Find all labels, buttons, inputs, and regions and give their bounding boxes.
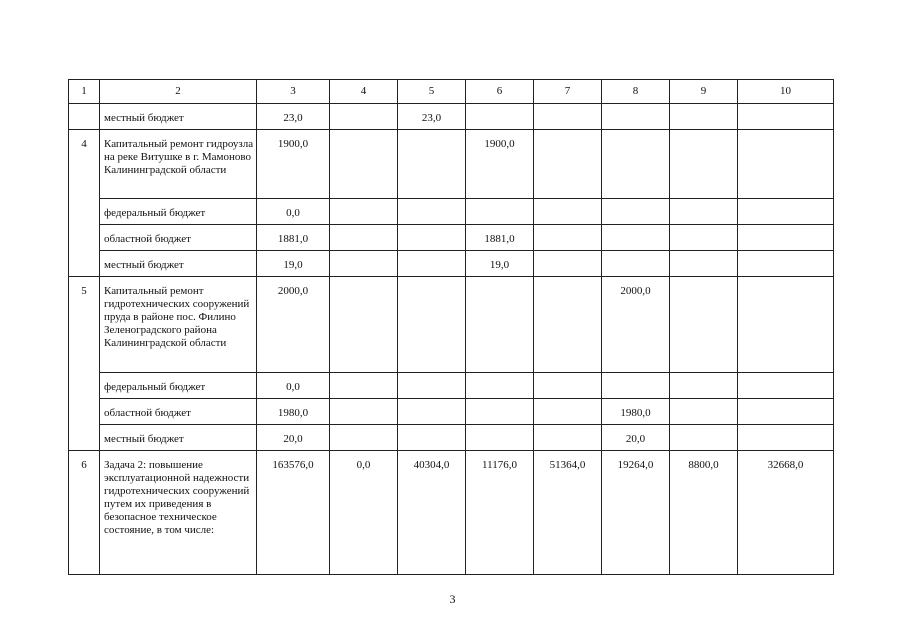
value-cell (602, 199, 670, 225)
row-number-cell: 4 (69, 130, 100, 277)
value-cell (330, 225, 398, 251)
row-text-cell: областной бюджет (100, 225, 257, 251)
header-row (69, 80, 834, 104)
header-cell: 4 (330, 80, 398, 104)
table-row (69, 251, 834, 277)
row-text-cell: местный бюджет (100, 251, 257, 277)
value-cell (330, 425, 398, 451)
value-cell: 51364,0 (534, 451, 602, 575)
value-cell: 32668,0 (738, 451, 834, 575)
value-cell (534, 225, 602, 251)
value-cell (534, 277, 602, 373)
value-cell: 2000,0 (602, 277, 670, 373)
value-cell (670, 251, 738, 277)
value-cell (330, 277, 398, 373)
value-cell (466, 399, 534, 425)
value-cell (738, 130, 834, 199)
value-cell (534, 399, 602, 425)
value-cell: 1881,0 (466, 225, 534, 251)
value-cell: 20,0 (257, 425, 330, 451)
row-number-cell: 6 (69, 451, 100, 575)
value-cell (670, 373, 738, 399)
value-cell: 19,0 (257, 251, 330, 277)
value-cell (398, 130, 466, 199)
value-cell (330, 399, 398, 425)
value-cell (602, 251, 670, 277)
value-cell (670, 130, 738, 199)
value-cell: 23,0 (257, 104, 330, 130)
value-cell: 1881,0 (257, 225, 330, 251)
table-row (69, 451, 834, 575)
row-number-cell (69, 104, 100, 130)
value-cell (330, 199, 398, 225)
value-cell (534, 199, 602, 225)
value-cell: 0,0 (257, 199, 330, 225)
row-number-cell: 5 (69, 277, 100, 451)
budget-table (68, 79, 834, 575)
value-cell (466, 104, 534, 130)
value-cell (398, 277, 466, 373)
value-cell (466, 199, 534, 225)
value-cell (670, 425, 738, 451)
value-cell: 0,0 (257, 373, 330, 399)
header-cell: 9 (670, 80, 738, 104)
value-cell: 2000,0 (257, 277, 330, 373)
table-row (69, 277, 834, 373)
row-text-cell: федеральный бюджет (100, 199, 257, 225)
value-cell (398, 225, 466, 251)
row-text-cell: Капитальный ремонт гидротехнических сооружений пруда в районе пос. Филино Зеленоградского района Калининградской области (100, 277, 257, 373)
value-cell (670, 225, 738, 251)
value-cell (738, 425, 834, 451)
value-cell (398, 251, 466, 277)
value-cell: 8800,0 (670, 451, 738, 575)
value-cell (398, 199, 466, 225)
table-row (69, 399, 834, 425)
value-cell (738, 225, 834, 251)
row-text-cell: местный бюджет (100, 104, 257, 130)
value-cell (738, 399, 834, 425)
value-cell (534, 251, 602, 277)
value-cell (602, 104, 670, 130)
row-text-cell: федеральный бюджет (100, 373, 257, 399)
value-cell (330, 104, 398, 130)
row-text-cell: Задача 2: повышение эксплуатационной надежности гидротехнических сооружений путем их приведения в безопасное техническое состояние, в том числе: (100, 451, 257, 575)
header-cell: 10 (738, 80, 834, 104)
value-cell (738, 199, 834, 225)
value-cell: 40304,0 (398, 451, 466, 575)
value-cell: 19264,0 (602, 451, 670, 575)
value-cell (398, 399, 466, 425)
value-cell (398, 373, 466, 399)
header-cell: 1 (69, 80, 100, 104)
value-cell (534, 425, 602, 451)
header-cell: 3 (257, 80, 330, 104)
value-cell: 11176,0 (466, 451, 534, 575)
value-cell (466, 373, 534, 399)
table-row (69, 199, 834, 225)
value-cell (738, 104, 834, 130)
value-cell: 0,0 (330, 451, 398, 575)
row-text-cell: Капитальный ремонт гидроузла на реке Витушке в г. Мамоново Калининградской области (100, 130, 257, 199)
value-cell: 19,0 (466, 251, 534, 277)
value-cell (398, 425, 466, 451)
value-cell: 23,0 (398, 104, 466, 130)
header-cell: 5 (398, 80, 466, 104)
row-text-cell: местный бюджет (100, 425, 257, 451)
value-cell: 163576,0 (257, 451, 330, 575)
value-cell (670, 277, 738, 373)
value-cell (670, 399, 738, 425)
value-cell (466, 425, 534, 451)
table-row (69, 225, 834, 251)
value-cell (738, 277, 834, 373)
row-text-cell: областной бюджет (100, 399, 257, 425)
value-cell (466, 277, 534, 373)
value-cell: 1900,0 (257, 130, 330, 199)
page-number: 3 (449, 592, 456, 606)
value-cell (670, 199, 738, 225)
value-cell (330, 130, 398, 199)
table-row (69, 104, 834, 130)
value-cell (738, 251, 834, 277)
value-cell: 1980,0 (257, 399, 330, 425)
header-cell: 2 (100, 80, 257, 104)
value-cell (602, 130, 670, 199)
value-cell (602, 373, 670, 399)
header-cell: 8 (602, 80, 670, 104)
value-cell (670, 104, 738, 130)
table-row (69, 130, 834, 199)
value-cell (330, 251, 398, 277)
table-row (69, 425, 834, 451)
value-cell (602, 225, 670, 251)
value-cell (330, 373, 398, 399)
header-cell: 7 (534, 80, 602, 104)
value-cell (534, 373, 602, 399)
value-cell: 1980,0 (602, 399, 670, 425)
value-cell: 1900,0 (466, 130, 534, 199)
value-cell (534, 130, 602, 199)
value-cell: 20,0 (602, 425, 670, 451)
value-cell (534, 104, 602, 130)
table-row (69, 373, 834, 399)
value-cell (738, 373, 834, 399)
header-cell: 6 (466, 80, 534, 104)
